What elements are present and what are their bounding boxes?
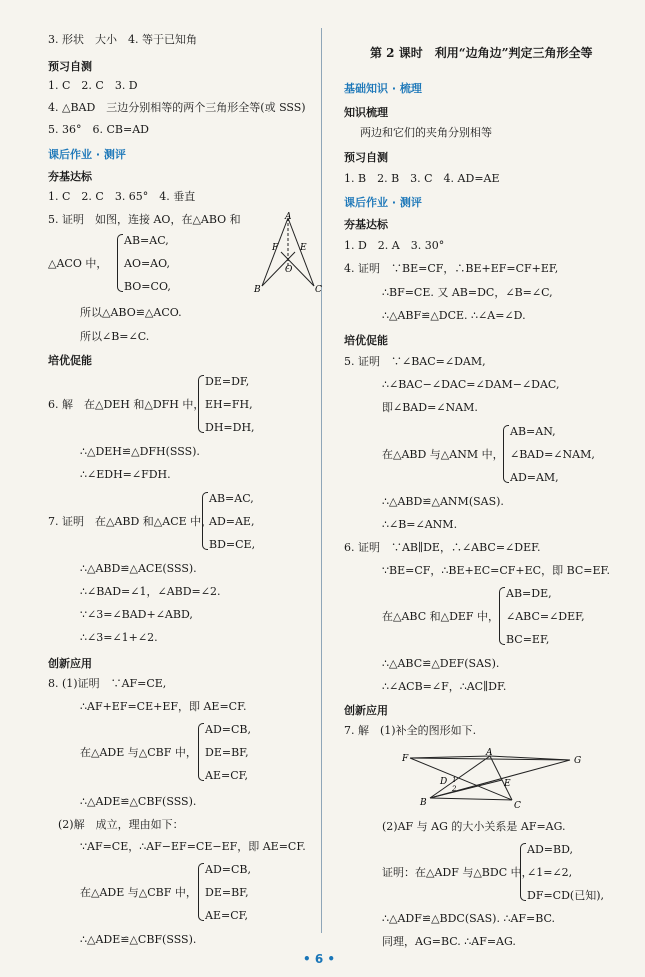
q6-prefix: 在△ABC 和△DEF 中，: [382, 610, 500, 623]
q6-cond: BC=EF,: [506, 633, 550, 646]
column-divider: [321, 28, 322, 933]
q7-line: 7. 解 (1)补全的图形如下.: [344, 724, 477, 737]
q5-line: 5. 证明 ∵∠BAC=∠DAM,: [344, 355, 486, 368]
q7-line: ∵∠3=∠BAD+∠ABD,: [80, 608, 193, 621]
fig-label: B: [254, 285, 261, 295]
q7-prefix: 证明：在△ADF 与△BDC 中，: [382, 866, 533, 879]
q6-cond: DE=DF,: [205, 375, 250, 388]
q6-line: ∴△DEH≌△DFH(SSS).: [80, 445, 200, 458]
q7-cond: AB=AC,: [209, 492, 254, 505]
fig-label: O: [285, 265, 293, 275]
q6-head: 6. 解 在△DEH 和△DFH 中，: [48, 398, 205, 411]
heading-basic: 夯基达标: [48, 170, 92, 183]
q8-cond: DE=BF,: [205, 746, 249, 759]
q8-cond: AD=CB,: [205, 863, 251, 876]
q5-line: 即∠BAD=∠NAM.: [382, 401, 478, 414]
q7-cond: ∠1=∠2,: [527, 866, 573, 879]
heading-improve: 培优促能: [344, 334, 388, 347]
brace: [503, 425, 509, 483]
figure-triangle-abc: [252, 210, 324, 296]
q8-prefix: 在△ADE 与△CBF 中，: [80, 746, 197, 759]
fig-label: C: [315, 285, 322, 295]
q6-line: ∴∠ACB=∠F，∴AC∥DF.: [382, 680, 507, 693]
q7-cond: AD=BD,: [527, 843, 573, 856]
fig-label: E: [504, 779, 511, 789]
fig-label: E: [300, 243, 307, 253]
answer-line: 1. C 2. C 3. D: [48, 79, 138, 92]
brace: [520, 843, 526, 901]
answer-line: 1. C 2. C 3. 65° 4. 垂直: [48, 190, 196, 203]
q6-cond: ∠ABC=∠DEF,: [506, 610, 585, 623]
q8-cond: AD=CB,: [205, 723, 251, 736]
q5-prefix: △ACO 中，: [48, 257, 108, 270]
fig-label: G: [574, 756, 582, 766]
fig-label: C: [514, 801, 521, 810]
q6-line: ∵BE=CF，∴BE+EC=CF+EC，即 BC=EF.: [382, 564, 610, 577]
q6-line: ∴∠EDH=∠FDH.: [80, 468, 171, 481]
heading-preview: 预习自测: [48, 60, 92, 73]
q7-head: 7. 证明 在△ABD 和△ACE 中，: [48, 515, 213, 528]
section-homework: 课后作业 · 测评: [48, 148, 126, 161]
fig-label: 2: [452, 785, 457, 793]
fig-label: A: [486, 748, 493, 758]
q4-line: ∴△ABF≌△DCE. ∴∠A=∠D.: [382, 309, 526, 322]
q8-line: ∵AF=CE，∴AF−EF=CE−EF，即 AE=CF.: [80, 840, 306, 853]
q7-cond: AD=AE,: [209, 515, 255, 528]
q5-cond: AO=AO,: [124, 257, 170, 270]
q6-line: ∴△ABC≌△DEF(SAS).: [382, 657, 500, 670]
q6-cond: DH=DH,: [205, 421, 255, 434]
q8-prefix: 在△ADE 与△CBF 中，: [80, 886, 197, 899]
heading-preview: 预习自测: [344, 151, 388, 164]
knowledge-line: 两边和它们的夹角分别相等: [360, 126, 492, 139]
answer-line: 1. B 2. B 3. C 4. AD=AE: [344, 172, 500, 185]
fig-label: F: [402, 754, 409, 764]
q5-line: 所以△ABO≌△ACO.: [80, 306, 182, 319]
brace: [202, 492, 208, 550]
q7-line: 同理，AG=BC. ∴AF=AG.: [382, 935, 516, 948]
q6-cond: EH=FH,: [205, 398, 253, 411]
q7-line: ∴△ADF≌△BDC(SAS). ∴AF=BC.: [382, 912, 556, 925]
section-basic: 基础知识 · 梳理: [344, 82, 422, 95]
q7-line: (2)AF 与 AG 的大小关系是 AF=AG.: [382, 820, 566, 833]
q7-line: ∴∠BAD=∠1，∠ABD=∠2.: [80, 585, 221, 598]
q4-line: 4. 证明 ∵BE=CF，∴BE+EF=CF+EF,: [344, 262, 559, 275]
q5-head: 5. 证明 如图，连接 AO，在△ABO 和: [48, 213, 241, 226]
heading-improve: 培优促能: [48, 354, 92, 367]
q7-line: ∴∠3=∠1+∠2.: [80, 631, 158, 644]
fig-label: F: [272, 243, 279, 253]
q5-cond: ∠BAD=∠NAM,: [510, 448, 595, 461]
q8-line: (2)解 成立，理由如下：: [58, 818, 184, 831]
q5-cond: BO=CO,: [124, 280, 171, 293]
answer-line: 3. 形状 大小 4. 等于已知角: [48, 33, 197, 46]
q7-line: ∴△ABD≌△ACE(SSS).: [80, 562, 197, 575]
q8-head: 8. (1)证明 ∵AF=CE,: [48, 677, 167, 690]
brace: [198, 863, 204, 921]
brace: [499, 587, 505, 645]
figure-completed: [402, 748, 588, 810]
answer-line: 1. D 2. A 3. 30°: [344, 239, 445, 252]
q7-cond: BD=CE,: [209, 538, 256, 551]
q8-line: ∴△ADE≌△CBF(SSS).: [80, 933, 197, 946]
section-homework: 课后作业 · 测评: [344, 196, 422, 209]
heading-innovation: 创新应用: [48, 657, 92, 670]
q5-cond: AB=AN,: [510, 425, 556, 438]
brace: [198, 723, 204, 781]
q5-line: 所以∠B=∠C.: [80, 330, 150, 343]
q5-prefix: 在△ABD 与△ANM 中，: [382, 448, 504, 461]
heading-basic: 夯基达标: [344, 218, 388, 231]
q6-cond: AB=DE,: [506, 587, 552, 600]
brace: [198, 375, 204, 433]
q7-cond: DF=CD(已知),: [527, 889, 604, 902]
q5-line: ∴△ABD≌△ANM(SAS).: [382, 495, 504, 508]
lesson-title: 第 2 课时 利用“边角边”判定三角形全等: [370, 46, 593, 60]
q8-line: ∴△ADE≌△CBF(SSS).: [80, 795, 197, 808]
q8-cond: AE=CF,: [205, 769, 249, 782]
q5-line: ∴∠BAC−∠DAC=∠DAM−∠DAC,: [382, 378, 560, 391]
q4-line: ∴BF=CE. 又 AB=DC，∠B=∠C,: [382, 286, 553, 299]
q8-cond: DE=BF,: [205, 886, 249, 899]
q8-line: ∴AF+EF=CE+EF，即 AE=CF.: [80, 700, 247, 713]
q5-line: ∴∠B=∠ANM.: [382, 518, 458, 531]
answer-line: 5. 36° 6. CB=AD: [48, 123, 149, 136]
q6-line: 6. 证明 ∵AB∥DE，∴∠ABC=∠DEF.: [344, 541, 541, 554]
brace: [117, 234, 123, 292]
fig-label: 1: [452, 776, 457, 784]
q5-cond: AD=AM,: [510, 471, 559, 484]
fig-label: D: [440, 777, 448, 787]
heading-innovation: 创新应用: [344, 704, 388, 717]
q8-cond: AE=CF,: [205, 909, 249, 922]
page-number: • 6 •: [303, 952, 336, 966]
heading-knowledge: 知识梳理: [344, 106, 388, 119]
q5-cond: AB=AC,: [124, 234, 169, 247]
fig-label: A: [285, 212, 292, 222]
answer-line: 4. △BAD 三边分别相等的两个三角形全等(或 SSS): [48, 101, 306, 114]
fig-label: B: [420, 798, 427, 808]
